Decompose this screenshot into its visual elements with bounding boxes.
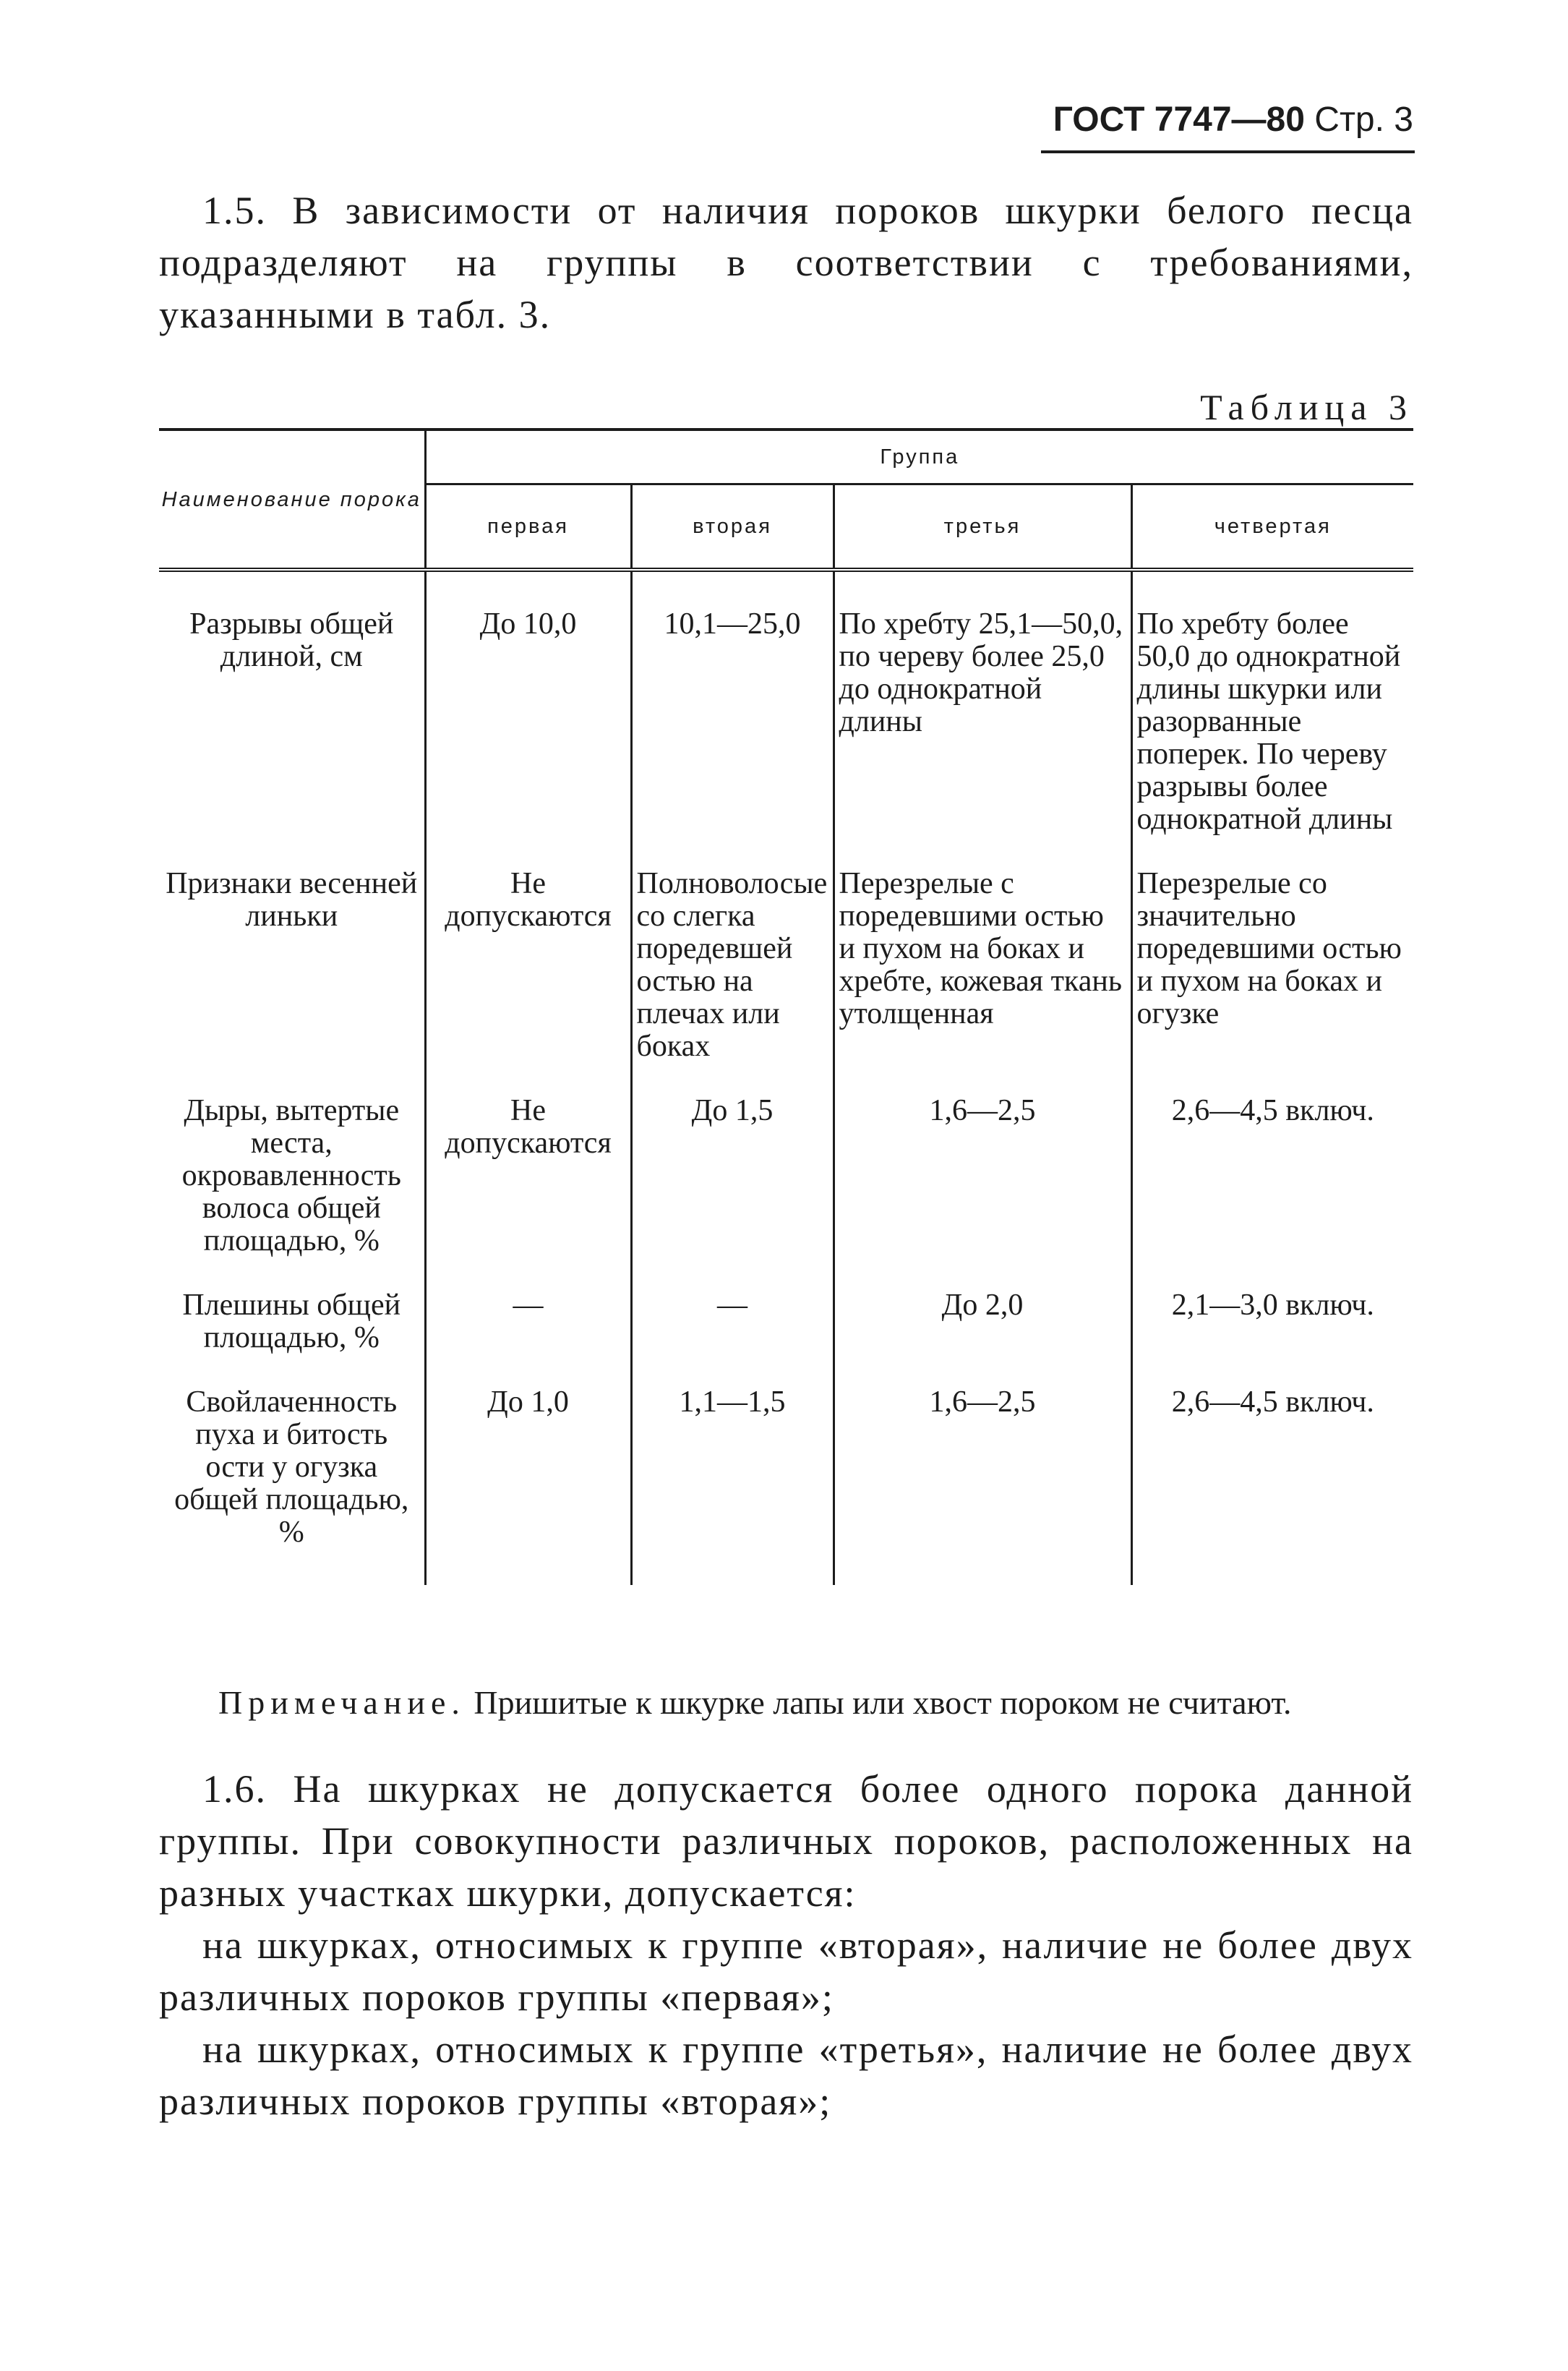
- table-cell: —: [425, 1266, 631, 1363]
- note-label: Примечание.: [218, 1684, 466, 1721]
- table-cell: 1,6—2,5: [834, 1363, 1131, 1585]
- table-row: [159, 570, 1413, 845]
- paragraph-1-6-item-2: на шкурках, относимых к группе «третья», наличие не более двух различных пороков группы «вторая»;: [159, 2028, 1413, 2123]
- column-header-second: вторая: [631, 484, 834, 571]
- table-cell: 10,1—25,0: [631, 570, 834, 845]
- page-header: [1053, 100, 1413, 140]
- table-cell: По хребту более 50,0 до однократной длины шкурки или разорванные поперек. По череву разрывы более однократной длины: [1136, 607, 1401, 836]
- table-cell: —: [631, 1266, 834, 1363]
- table-cell: По хребту 25,1—50,0, по череву более 25,0 до однократной длины: [834, 570, 1131, 845]
- column-header-first: первая: [425, 484, 631, 571]
- table-cell: Не допускаются: [425, 845, 631, 1072]
- table-cell: Перезрелые с поредевшими остью и пухом на боках и хребте, кожевая ткань утолщенная: [834, 845, 1131, 1072]
- table-cell: До 2,0: [834, 1266, 1131, 1363]
- table-cell: 2,6—4,5 включ.: [1171, 1385, 1374, 1419]
- table-caption: Таблица 3: [1200, 387, 1413, 427]
- defect-name: Свойлаченность пуха и битость ости у огузка общей площадью, %: [159, 1363, 425, 1585]
- defect-name: Разрывы общей длиной, см: [159, 570, 425, 845]
- paragraph-1-5: 1.5. В зависимости от наличия пороков шкурки белого песца подразделяют на группы в соответствии с требованиями, указанными в табл. 3.: [159, 189, 1413, 336]
- table-cell: 1,6—2,5: [834, 1072, 1131, 1266]
- table-cell: До 10,0: [425, 570, 631, 845]
- group-header: Группа: [425, 430, 1413, 484]
- table-cell: До 1,5: [631, 1072, 834, 1266]
- paragraph-1-6-intro: 1.6. На шкурках не допускается более одного порока данной группы. При совокупности различных пороков, расположенных на разных участках шкурки, допускается:: [159, 1767, 1413, 1915]
- paragraph-1-6: [159, 1763, 1413, 2127]
- note-text: Пришитые к шкурке лапы или хвост пороком не считают.: [474, 1684, 1292, 1721]
- header-rule: [1041, 150, 1415, 153]
- table-cell: Полноволосые со слегка поредевшей остью на плечах или боках: [631, 845, 834, 1072]
- paragraph-1-6-item-1: на шкурках, относимых к группе «вторая», наличие не более двух различных пороков группы «первая»;: [159, 1923, 1413, 2019]
- defect-name: Признаки весенней линьки: [159, 845, 425, 1072]
- defect-name-header: Наименование порока: [159, 430, 425, 570]
- table-cell: 1,1—1,5: [631, 1363, 834, 1585]
- table-cell: Перезрелые со значительно поредевшими остью и пухом на боках и огузке: [1136, 867, 1402, 1030]
- table-row: [159, 1363, 1413, 1585]
- table-row: [159, 1072, 1413, 1266]
- table-cell: Не допускаются: [425, 1072, 631, 1266]
- defect-name: Дыры, вытертые места, окровавленность волоса общей площадью, %: [159, 1072, 425, 1266]
- column-header-fourth: четвертая: [1131, 484, 1413, 571]
- page-number: Стр. 3: [1314, 101, 1413, 139]
- table-row: [159, 845, 1413, 1072]
- standard-number: ГОСТ 7747—80: [1053, 101, 1305, 139]
- defect-name: Плешины общей площадью, %: [159, 1266, 425, 1363]
- defects-table: [159, 428, 1413, 1585]
- column-header-third: третья: [834, 484, 1131, 571]
- table-cell: 2,1—3,0 включ.: [1171, 1289, 1374, 1322]
- table-cell: До 1,0: [425, 1363, 631, 1585]
- table-note: [218, 1683, 1413, 1722]
- table-cell: 2,6—4,5 включ.: [1171, 1094, 1374, 1127]
- table-row: [159, 1266, 1413, 1363]
